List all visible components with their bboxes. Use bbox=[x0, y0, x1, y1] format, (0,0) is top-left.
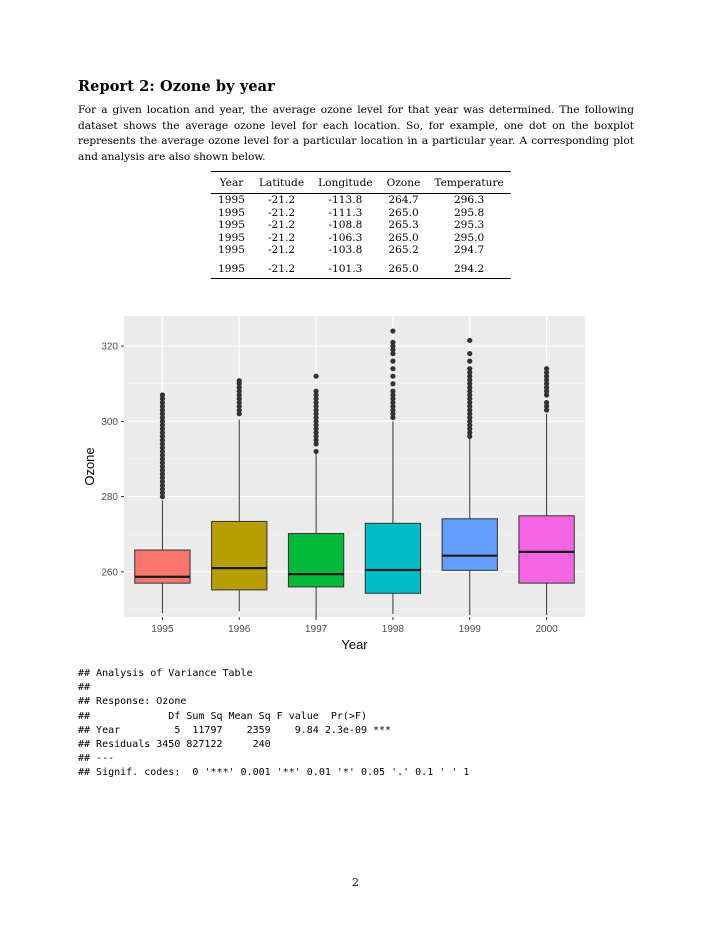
table-cell: 1995 bbox=[218, 219, 245, 231]
table-cell: 1995 bbox=[218, 244, 245, 256]
table-row bbox=[211, 219, 511, 232]
table-cell: -21.2 bbox=[267, 244, 296, 256]
col-year-header: Year bbox=[219, 176, 244, 189]
table-cell: -101.3 bbox=[328, 262, 363, 275]
ozone-boxplot bbox=[78, 312, 598, 652]
outlier-point bbox=[390, 381, 395, 386]
outlier-point bbox=[313, 449, 318, 454]
table-cell: -21.2 bbox=[267, 194, 296, 206]
table-cell: 294.7 bbox=[453, 244, 485, 256]
anova-output bbox=[78, 667, 469, 781]
anova-line: ## --- bbox=[78, 753, 115, 765]
outlier-point bbox=[467, 351, 472, 356]
table-cell: -21.2 bbox=[267, 219, 296, 231]
y-tick-label: 260 bbox=[101, 567, 118, 579]
outlier-point bbox=[390, 374, 395, 379]
outlier-point bbox=[467, 338, 472, 343]
x-axis-title: Year bbox=[341, 637, 368, 652]
table-cell: 1995 bbox=[218, 206, 245, 219]
table-cell: -111.3 bbox=[328, 206, 363, 219]
table-cell: 296.3 bbox=[453, 194, 485, 206]
table-row bbox=[211, 232, 511, 245]
outlier-point bbox=[390, 366, 395, 371]
table-cell: 265.0 bbox=[388, 231, 419, 244]
page-number: 2 bbox=[352, 876, 359, 889]
anova-line: ## Year 5 11797 2359 9.84 2.3e-09 *** bbox=[78, 724, 392, 736]
y-tick-label: 320 bbox=[101, 341, 118, 353]
table-cell: 265.0 bbox=[388, 206, 419, 219]
outlier-point bbox=[390, 389, 395, 394]
outlier-point bbox=[544, 400, 549, 405]
y-axis-title: Ozone bbox=[82, 447, 97, 486]
anova-line: ## Df Sum Sq Mean Sq F value Pr(>F) bbox=[78, 710, 367, 722]
table-row bbox=[211, 244, 511, 257]
table-cell: -113.8 bbox=[328, 194, 363, 206]
box-2000 bbox=[519, 516, 574, 583]
x-tick-label: 1998 bbox=[381, 624, 405, 635]
col-temperature-header: Temperature bbox=[434, 176, 504, 189]
table-cell: 264.7 bbox=[388, 194, 419, 206]
table-cell: 265.0 bbox=[388, 262, 419, 275]
x-tick-label: 1997 bbox=[304, 624, 328, 635]
table-cell: -106.3 bbox=[328, 231, 363, 244]
outlier-point bbox=[313, 389, 318, 394]
outlier-point bbox=[544, 366, 549, 371]
table-cell: 294.2 bbox=[453, 262, 485, 275]
table-cell: 295.3 bbox=[453, 219, 485, 231]
report-heading: Report 2: Ozone by year bbox=[78, 78, 275, 95]
table-cell: 265.3 bbox=[388, 219, 419, 231]
x-tick-label: 1995 bbox=[151, 624, 174, 635]
y-tick-label: 280 bbox=[101, 492, 118, 504]
table-cell: 1995 bbox=[218, 262, 245, 275]
anova-line: ## Response: Ozone bbox=[78, 696, 187, 708]
outlier-point bbox=[390, 328, 395, 333]
outlier-point bbox=[390, 340, 395, 345]
anova-line: ## Signif. codes: 0 '***' 0.001 '**' 0.01 '*' 0.05 '.' 0.1 ' ' 1 bbox=[78, 767, 470, 779]
anova-line: ## Analysis of Variance Table bbox=[78, 668, 253, 679]
x-tick-label: 2000 bbox=[535, 624, 558, 635]
outlier-point bbox=[313, 374, 318, 379]
col-longitude-header: Longitude bbox=[318, 176, 373, 189]
table-cell: 265.2 bbox=[388, 244, 419, 256]
table-header-row bbox=[211, 172, 511, 194]
report-paragraph: For a given location and year, the average ozone level for that year was determined. The following dataset shows the average ozone level for each location. So, for example, one dot on the boxplot represents the average ozone level for a particular location in a particular year. A corresponding plot and analysis are also shown below. bbox=[78, 104, 634, 163]
table-cell: 295.8 bbox=[453, 206, 485, 219]
dataset-table bbox=[211, 171, 511, 279]
y-tick-label: 300 bbox=[101, 416, 118, 428]
box-1999 bbox=[442, 519, 497, 571]
box-1998 bbox=[365, 523, 420, 593]
table-cell: -108.8 bbox=[328, 219, 363, 231]
table-cell: 295.0 bbox=[453, 231, 485, 244]
table-row bbox=[211, 207, 511, 220]
table-row bbox=[211, 194, 511, 207]
outlier-point bbox=[467, 359, 472, 364]
outlier-point bbox=[467, 366, 472, 371]
box-1996 bbox=[212, 521, 267, 589]
table-cell: 1995 bbox=[218, 194, 245, 206]
table-cell: -103.8 bbox=[328, 244, 363, 256]
col-latitude-header: Latitude bbox=[258, 176, 305, 189]
outlier-point bbox=[237, 378, 242, 383]
table-cell: -21.2 bbox=[267, 231, 296, 244]
box-1995 bbox=[135, 550, 190, 583]
anova-line: ## Residuals 3450 827122 240 bbox=[78, 739, 271, 751]
table-cell: -21.2 bbox=[267, 206, 296, 219]
col-ozone-header: Ozone bbox=[386, 176, 421, 189]
table-row bbox=[211, 257, 511, 279]
outlier-point bbox=[160, 392, 165, 397]
x-tick-label: 1996 bbox=[228, 624, 251, 635]
table-cell: 1995 bbox=[218, 231, 245, 244]
box-1997 bbox=[288, 533, 343, 586]
x-tick-label: 1999 bbox=[458, 624, 481, 635]
outlier-point bbox=[390, 359, 395, 364]
table-cell: -21.2 bbox=[267, 262, 296, 275]
anova-line: ## bbox=[78, 682, 91, 694]
